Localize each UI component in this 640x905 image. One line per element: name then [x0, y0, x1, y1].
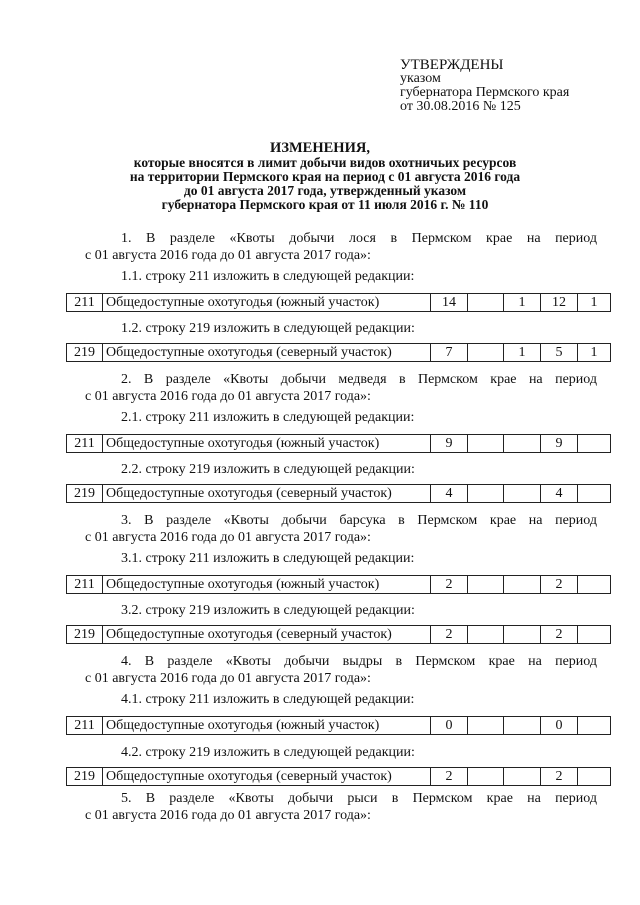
row-cell: 9 [431, 435, 468, 453]
table-row [66, 343, 611, 362]
table-row [66, 484, 611, 503]
row-cell: 14 [431, 294, 468, 312]
row-cell: 7 [431, 344, 468, 362]
row-cell: 0 [541, 717, 578, 735]
section-period: с 01 августа 2016 года до 01 августа 2017 года»: [85, 808, 371, 823]
section-heading: 2. В разделе «Квоты добычи медведя в Пермском крае на период [121, 372, 597, 387]
item-label: 4.1. строку 211 изложить в следующей редакции: [121, 692, 415, 707]
subtitle-line: до 01 августа 2017 года, утвержденный указом [183, 183, 467, 198]
row-name: Общедоступные охотугодья (южный участок) [103, 435, 431, 453]
item-label: 1.1. строку 211 изложить в следующей редакции: [121, 269, 415, 284]
row-cell: 2 [541, 768, 578, 786]
document-title: ИЗМЕНЕНИЯ, [270, 140, 370, 156]
row-cell [468, 435, 504, 453]
table-row [66, 767, 611, 786]
row-cell: 2 [431, 768, 468, 786]
row-code: 211 [67, 576, 103, 594]
row-cell: 1 [578, 344, 611, 362]
row-cell [468, 626, 504, 644]
row-cell: 4 [431, 485, 468, 503]
row-cell [504, 717, 541, 735]
row-cell: 12 [541, 294, 578, 312]
row-code: 219 [67, 768, 103, 786]
table-row [66, 625, 611, 644]
row-name: Общедоступные охотугодья (северный участок) [103, 344, 431, 362]
item-label: 3.1. строку 211 изложить в следующей редакции: [121, 551, 415, 566]
row-cell [504, 435, 541, 453]
section-heading: 5. В разделе «Квоты добычи рыси в Пермском крае на период [121, 791, 597, 806]
row-cell [504, 485, 541, 503]
item-label: 3.2. строку 219 изложить в следующей редакции: [121, 603, 415, 618]
row-cell [504, 768, 541, 786]
row-cell: 2 [431, 576, 468, 594]
approval-heading: УТВЕРЖДЕНЫ [400, 57, 504, 73]
row-name: Общедоступные охотугодья (южный участок) [103, 294, 431, 312]
row-name: Общедоступные охотугодья (северный участок) [103, 768, 431, 786]
item-label: 2.2. строку 219 изложить в следующей редакции: [121, 462, 415, 477]
row-cell [468, 576, 504, 594]
section-heading: 4. В разделе «Квоты добычи выдры в Пермском крае на период [121, 654, 597, 669]
section-period: с 01 августа 2016 года до 01 августа 2017 года»: [85, 671, 371, 686]
row-cell [468, 344, 504, 362]
row-cell: 1 [504, 344, 541, 362]
document-subtitle [90, 156, 560, 212]
section-paragraph [85, 371, 597, 405]
section-period: с 01 августа 2016 года до 01 августа 2017 года»: [85, 248, 371, 263]
row-cell: 2 [541, 626, 578, 644]
row-cell: 1 [578, 294, 611, 312]
row-code: 219 [67, 344, 103, 362]
table-row [66, 716, 611, 735]
row-cell [578, 768, 611, 786]
row-cell [468, 768, 504, 786]
section-paragraph [85, 653, 597, 687]
row-code: 211 [67, 294, 103, 312]
subtitle-line: губернатора Пермского края от 11 июля 2016 г. № 110 [161, 197, 489, 212]
row-cell [468, 294, 504, 312]
row-name: Общедоступные охотугодья (южный участок) [103, 576, 431, 594]
row-cell [504, 626, 541, 644]
row-name: Общедоступные охотугодья (северный участок) [103, 626, 431, 644]
row-cell [578, 576, 611, 594]
row-cell: 2 [431, 626, 468, 644]
row-cell: 5 [541, 344, 578, 362]
row-cell [468, 717, 504, 735]
subtitle-line: на территории Пермского края на период с 01 августа 2016 года [129, 169, 521, 184]
table-row [66, 434, 611, 453]
item-label: 1.2. строку 219 изложить в следующей редакции: [121, 321, 415, 336]
approval-stamp [400, 58, 569, 114]
approval-line: губернатора Пермского края [400, 85, 570, 100]
approval-line: указом [400, 71, 441, 86]
subtitle-line: которые вносятся в лимит добычи видов охотничьих ресурсов [133, 155, 517, 170]
row-cell: 9 [541, 435, 578, 453]
row-name: Общедоступные охотугодья (северный участок) [103, 485, 431, 503]
row-cell [468, 485, 504, 503]
section-period: с 01 августа 2016 года до 01 августа 2017 года»: [85, 389, 371, 404]
row-cell: 2 [541, 576, 578, 594]
row-cell [578, 485, 611, 503]
row-code: 211 [67, 717, 103, 735]
section-heading: 3. В разделе «Квоты добычи барсука в Пермском крае на период [121, 513, 597, 528]
approval-date: от 30.08.2016 № 125 [400, 99, 521, 114]
row-cell [504, 576, 541, 594]
row-code: 219 [67, 485, 103, 503]
row-cell: 4 [541, 485, 578, 503]
row-code: 219 [67, 626, 103, 644]
row-code: 211 [67, 435, 103, 453]
row-cell [578, 435, 611, 453]
table-row [66, 575, 611, 594]
section-paragraph [85, 230, 597, 264]
section-heading: 1. В разделе «Квоты добычи лося в Пермском крае на период [121, 231, 597, 246]
item-label: 4.2. строку 219 изложить в следующей редакции: [121, 745, 415, 760]
row-cell: 1 [504, 294, 541, 312]
item-label: 2.1. строку 211 изложить в следующей редакции: [121, 410, 415, 425]
table-row [66, 293, 611, 312]
row-name: Общедоступные охотугодья (южный участок) [103, 717, 431, 735]
section-paragraph [85, 512, 597, 546]
row-cell: 0 [431, 717, 468, 735]
section-period: с 01 августа 2016 года до 01 августа 2017 года»: [85, 530, 371, 545]
row-cell [578, 626, 611, 644]
row-cell [578, 717, 611, 735]
section-paragraph [85, 790, 597, 824]
